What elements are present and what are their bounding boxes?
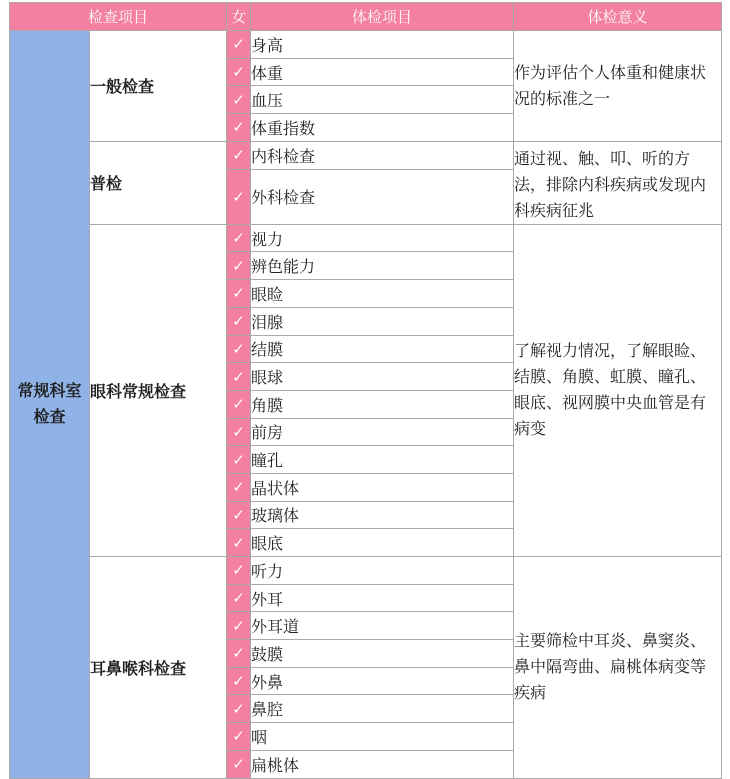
exam-item: 听力: [251, 557, 514, 585]
group-meaning: 作为评估个人体重和健康状况的标准之一: [514, 31, 722, 142]
group-meaning: 了解视力情况，了解眼睑、结膜、角膜、虹膜、瞳孔、眼底、视网膜中央血管是有病变: [514, 224, 722, 556]
check-icon: ✓: [227, 31, 251, 59]
exam-item: 眼睑: [251, 280, 514, 308]
group-name: 一般检查: [90, 31, 227, 142]
header-gender: 女: [227, 3, 251, 31]
check-icon: ✓: [227, 723, 251, 751]
exam-item: 外耳: [251, 584, 514, 612]
check-icon: ✓: [227, 584, 251, 612]
check-icon: ✓: [227, 612, 251, 640]
check-icon: ✓: [227, 307, 251, 335]
exam-item: 鼻腔: [251, 695, 514, 723]
check-icon: ✓: [227, 170, 251, 225]
check-icon: ✓: [227, 750, 251, 778]
check-icon: ✓: [227, 418, 251, 446]
check-icon: ✓: [227, 86, 251, 114]
exam-item: 视力: [251, 224, 514, 252]
check-icon: ✓: [227, 473, 251, 501]
exam-item: 泪腺: [251, 307, 514, 335]
check-icon: ✓: [227, 114, 251, 142]
exam-item: 身高: [251, 31, 514, 59]
exam-item: 鼓膜: [251, 640, 514, 668]
check-icon: ✓: [227, 363, 251, 391]
check-icon: ✓: [227, 252, 251, 280]
check-icon: ✓: [227, 335, 251, 363]
exam-item: 辨色能力: [251, 252, 514, 280]
header-item: 体检项目: [251, 3, 514, 31]
check-icon: ✓: [227, 695, 251, 723]
exam-item: 血压: [251, 86, 514, 114]
table-header-row: [10, 3, 722, 31]
exam-item: 外耳道: [251, 612, 514, 640]
check-icon: ✓: [227, 640, 251, 668]
group-meaning: 通过视、触、叩、听的方法，排除内科疾病或发现内科疾病征兆: [514, 141, 722, 224]
exam-item: 外科检查: [251, 170, 514, 225]
exam-item: 内科检查: [251, 141, 514, 169]
group-name: 耳鼻喉科检查: [90, 557, 227, 779]
group-name: 眼科常规检查: [90, 224, 227, 556]
exam-item: 外鼻: [251, 667, 514, 695]
check-icon: ✓: [227, 390, 251, 418]
exam-item: 玻璃体: [251, 501, 514, 529]
exam-item: 角膜: [251, 390, 514, 418]
check-icon: ✓: [227, 501, 251, 529]
main-category-cell: [10, 31, 90, 779]
header-meaning: 体检意义: [514, 3, 722, 31]
check-icon: ✓: [227, 667, 251, 695]
exam-item: 前房: [251, 418, 514, 446]
table-body: [10, 31, 722, 779]
check-icon: ✓: [227, 280, 251, 308]
exam-item: 晶状体: [251, 473, 514, 501]
main-category-label: 常规科室检查: [17, 381, 82, 427]
check-icon: ✓: [227, 446, 251, 474]
table-row: [10, 224, 722, 252]
exam-item: 眼球: [251, 363, 514, 391]
exam-table: [9, 2, 722, 779]
exam-item: 体重: [251, 58, 514, 86]
exam-item: 体重指数: [251, 114, 514, 142]
header-category: 检查项目: [10, 3, 227, 31]
exam-item: 结膜: [251, 335, 514, 363]
check-icon: ✓: [227, 557, 251, 585]
exam-item: 咽: [251, 723, 514, 751]
group-name: 普检: [90, 141, 227, 224]
table-row: [10, 141, 722, 169]
check-icon: ✓: [227, 529, 251, 557]
table-row: [10, 557, 722, 585]
table-row: [10, 31, 722, 59]
group-meaning: 主要筛检中耳炎、鼻窦炎、鼻中隔弯曲、扁桃体病变等疾病: [514, 557, 722, 779]
exam-item: 瞳孔: [251, 446, 514, 474]
exam-item: 扁桃体: [251, 750, 514, 778]
check-icon: ✓: [227, 58, 251, 86]
check-icon: ✓: [227, 141, 251, 169]
check-icon: ✓: [227, 224, 251, 252]
exam-item: 眼底: [251, 529, 514, 557]
